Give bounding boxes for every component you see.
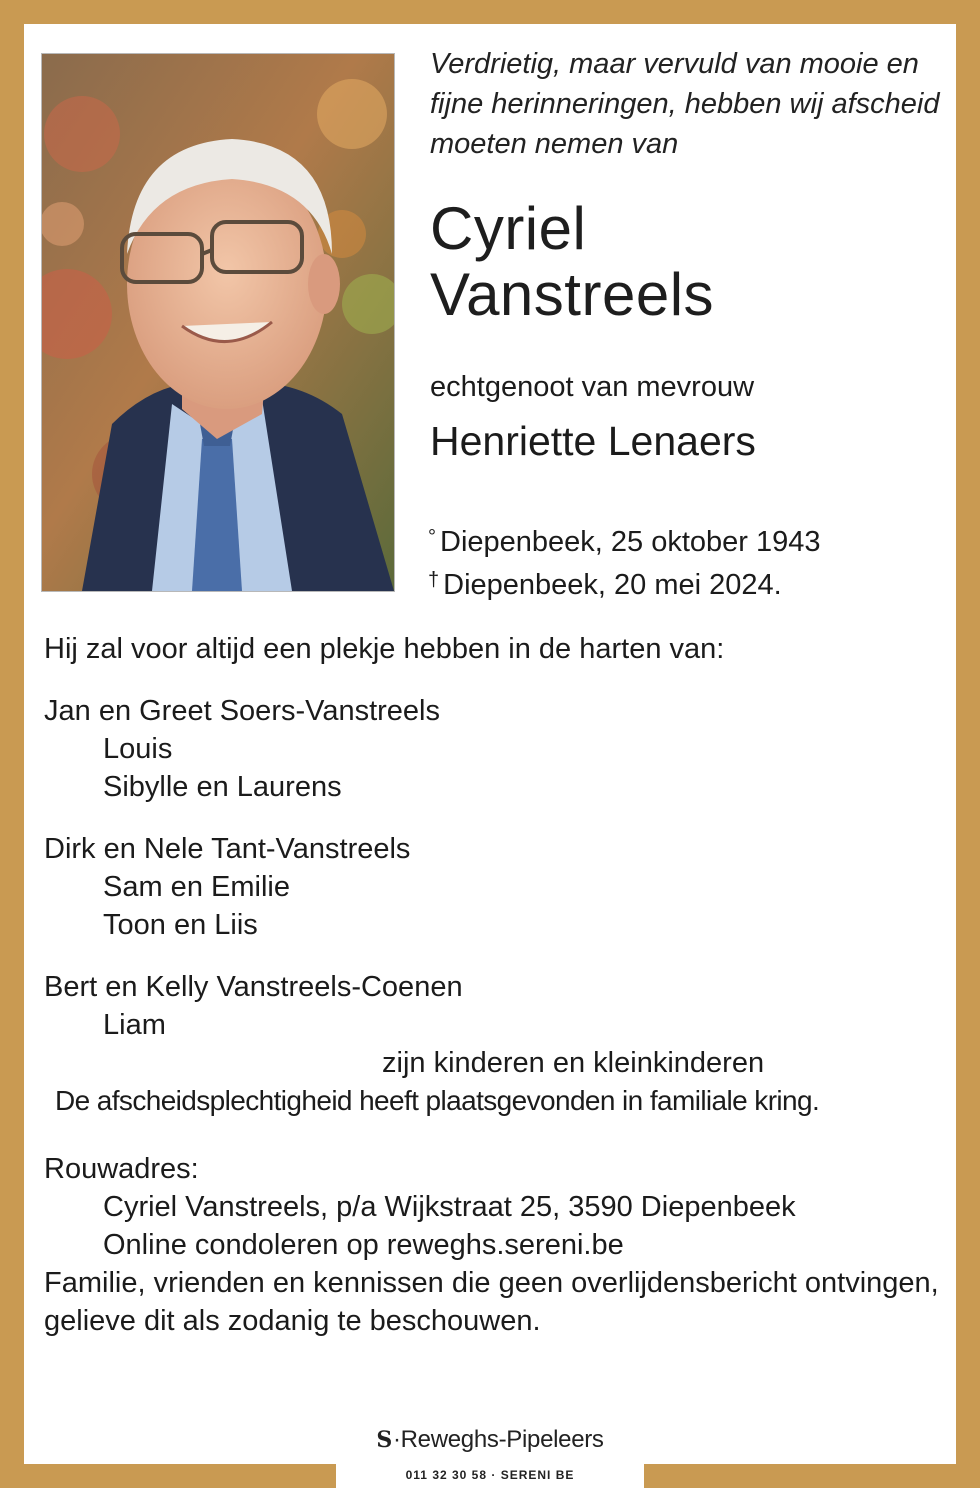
family-child: Liam xyxy=(103,1009,166,1041)
family-note: zijn kinderen en kleinkinderen xyxy=(382,1047,765,1079)
funeral-home-name xyxy=(336,1426,644,1454)
family-child: Louis xyxy=(103,733,173,765)
spouse-label: echtgenoot van mevrouw xyxy=(430,371,755,403)
death-line xyxy=(428,561,821,604)
deceased-name xyxy=(430,196,714,328)
funeral-home-logo-icon: S xyxy=(376,1427,392,1453)
family-group xyxy=(44,692,944,806)
address-label: Rouwadres: xyxy=(44,1153,199,1185)
portrait-image xyxy=(42,54,394,591)
family-parents: Jan en Greet Soers-Vanstreels xyxy=(44,695,440,727)
intro-text: Verdrietig, maar vervuld van mooie en fijne herinneringen, hebben wij afscheid moeten nemen van xyxy=(430,48,940,160)
life-dates xyxy=(428,518,821,604)
funeral-home-contact: 011 32 30 58 · SERENI BE xyxy=(405,1468,575,1482)
mourning-address xyxy=(44,1150,944,1264)
family-child: Sam en Emilie xyxy=(103,871,290,903)
death-date: Diepenbeek, 20 mei 2024. xyxy=(443,569,782,601)
portrait-photo xyxy=(41,53,395,592)
death-symbol: † xyxy=(428,569,440,591)
obituary-body xyxy=(44,630,944,1340)
deceased-first-name: Cyriel xyxy=(430,195,587,262)
ceremony-notice: De afscheidsplechtigheid heeft plaatsgevonden in familiale kring. xyxy=(55,1085,820,1116)
birth-symbol: ° xyxy=(428,526,436,548)
obituary-card xyxy=(24,24,956,1464)
funeral-home-label: ·Reweghs-Pipeleers xyxy=(392,1426,604,1453)
family-parents: Dirk en Nele Tant-Vanstreels xyxy=(44,833,411,865)
spouse-name: Henriette Lenaers xyxy=(430,418,756,464)
family-child: Toon en Liis xyxy=(103,909,258,941)
birth-date: Diepenbeek, 25 oktober 1943 xyxy=(440,526,821,558)
deceased-last-name: Vanstreels xyxy=(430,261,715,328)
family-parents: Bert en Kelly Vanstreels-Coenen xyxy=(44,971,463,1003)
birth-line xyxy=(428,518,821,561)
family-child: Sibylle en Laurens xyxy=(103,771,342,803)
address-line: Cyriel Vanstreels, p/a Wijkstraat 25, 3590 Diepenbeek xyxy=(103,1191,796,1223)
condolence-line: Online condoleren op reweghs.sereni.be xyxy=(103,1229,624,1261)
family-group xyxy=(44,830,944,944)
funeral-home-footer xyxy=(336,1412,644,1488)
family-group xyxy=(44,968,944,1082)
hearts-intro: Hij zal voor altijd een plekje hebben in de harten van: xyxy=(44,633,725,665)
closing-text: Familie, vrienden en kennissen die geen overlijdensbericht ontvingen, gelieve dit als zodanig te beschouwen. xyxy=(44,1267,939,1337)
